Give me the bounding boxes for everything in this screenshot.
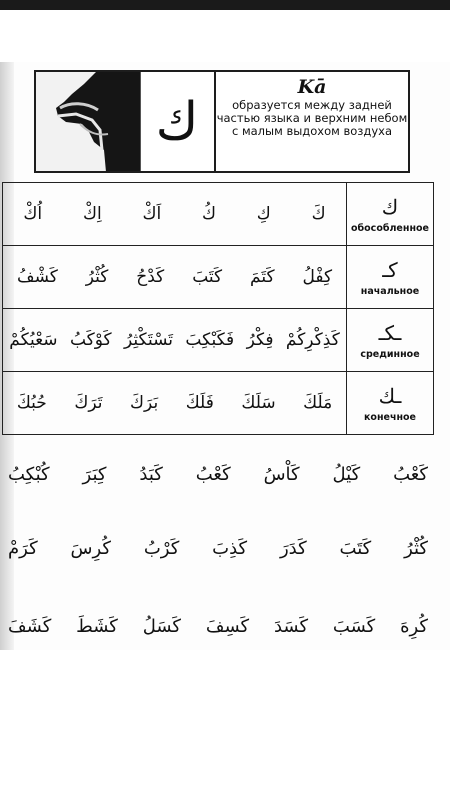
practice-word: كَرَمْ xyxy=(8,538,38,559)
practice-word: كَتَبَ xyxy=(339,538,372,559)
practice-word: كَشَفَ xyxy=(8,616,52,637)
practice-word: كَبَدُ xyxy=(139,464,163,485)
form-label: обособленное xyxy=(351,222,429,234)
practice-word: كُبْكِبُ xyxy=(8,464,50,485)
arabic-word: كِفْلُ xyxy=(302,267,333,287)
arabic-word: كَذِكْرِكُمْ xyxy=(285,330,340,350)
letter-cell xyxy=(140,72,216,171)
practice-word: كَسِفَ xyxy=(205,616,250,637)
form-row xyxy=(3,309,434,372)
arabic-word: اَكْ xyxy=(142,204,162,224)
letter-forms-table xyxy=(2,182,434,435)
arabic-word: كَتَبَ xyxy=(192,267,223,287)
form-row xyxy=(3,246,434,309)
status-bar xyxy=(0,0,450,10)
form-label-cell xyxy=(347,183,434,246)
practice-word: كُرِسَ xyxy=(70,538,112,559)
practice-word: كَسَبَ xyxy=(332,616,376,637)
form-words xyxy=(3,309,346,371)
form-words xyxy=(3,183,346,245)
practice-word: كَعْبُ xyxy=(195,464,231,485)
form-glyph: ك xyxy=(381,194,399,219)
practice-word: كَدَرَ xyxy=(279,538,307,559)
form-label-cell xyxy=(347,309,434,372)
arabic-word: اُكْ xyxy=(23,204,43,224)
arabic-word: سَلَكَ xyxy=(241,393,276,413)
arabic-word: كَدْحُ xyxy=(136,267,165,287)
practice-word: كَيْلُ xyxy=(332,464,361,485)
form-label: начальное xyxy=(360,285,420,297)
practice-word: كَسَدَ xyxy=(273,616,309,637)
arabic-word: فَلَكَ xyxy=(185,393,214,413)
letter-header xyxy=(34,70,410,173)
arabic-word: كُثْرُ xyxy=(85,267,109,287)
practice-word: كَشَطَ xyxy=(76,616,118,637)
form-words xyxy=(3,246,346,308)
arabic-word: سَعْيُكُمْ xyxy=(9,330,58,350)
form-glyph: ـك xyxy=(378,383,402,408)
practice-word: كَسَلُ xyxy=(142,616,181,637)
form-words-cell xyxy=(3,183,347,246)
arabic-word: بَرَكَ xyxy=(130,393,159,413)
practice-word: كِبَرَ xyxy=(82,464,107,485)
practice-line xyxy=(8,616,428,637)
textbook-page xyxy=(0,62,450,650)
form-words-cell xyxy=(3,309,347,372)
description-text: образуется между задней частью языка и верхним небом с малым выдохом воздуха xyxy=(216,98,408,138)
form-label: срединное xyxy=(360,348,420,360)
arabic-word: كَوْكَبُ xyxy=(69,330,112,350)
form-words-cell xyxy=(3,372,347,435)
letter-name: Kā xyxy=(297,76,327,98)
arabic-word: كَ xyxy=(311,204,326,224)
practice-word: كَرْبُ xyxy=(143,538,180,559)
arabic-word: كُ xyxy=(202,204,217,224)
mouth-anatomy-icon xyxy=(36,72,140,171)
arabic-word: كَتَمَ xyxy=(250,267,275,287)
form-row xyxy=(3,372,434,435)
arabic-word: كِ xyxy=(256,204,271,224)
arabic-word: تَسْتَكْثِرُ xyxy=(124,330,173,350)
letter-glyph: ك xyxy=(155,91,199,152)
arabic-word: مَلَكَ xyxy=(303,393,333,413)
practice-word: كُثْرُ xyxy=(404,538,428,559)
arabic-word: اِكْ xyxy=(82,204,102,224)
form-label-cell xyxy=(347,246,434,309)
form-words-cell xyxy=(3,246,347,309)
practice-line xyxy=(8,538,428,559)
arabic-word: فَكَبْكِبَ xyxy=(185,330,235,350)
pronunciation-description xyxy=(216,72,408,171)
form-row xyxy=(3,183,434,246)
practice-line xyxy=(8,464,428,485)
form-label-cell xyxy=(347,372,434,435)
practice-word: كَذِبَ xyxy=(212,538,248,559)
form-glyph: ـكـ xyxy=(378,320,402,345)
practice-word: كُرِهَ xyxy=(400,616,428,637)
practice-word: كَعْبُ xyxy=(393,464,428,485)
form-words xyxy=(3,372,346,434)
arabic-word: تَرَكَ xyxy=(74,393,103,413)
arabic-word: حُبُكَ xyxy=(16,393,47,413)
arabic-word: فِكْرُ xyxy=(246,330,274,350)
arabic-word: كَشْفُ xyxy=(17,267,58,287)
form-glyph: كـ xyxy=(382,257,398,282)
head-profile-illustration xyxy=(36,72,141,171)
form-label: конечное xyxy=(363,411,417,423)
practice-word: كَاْسُ xyxy=(263,464,300,485)
